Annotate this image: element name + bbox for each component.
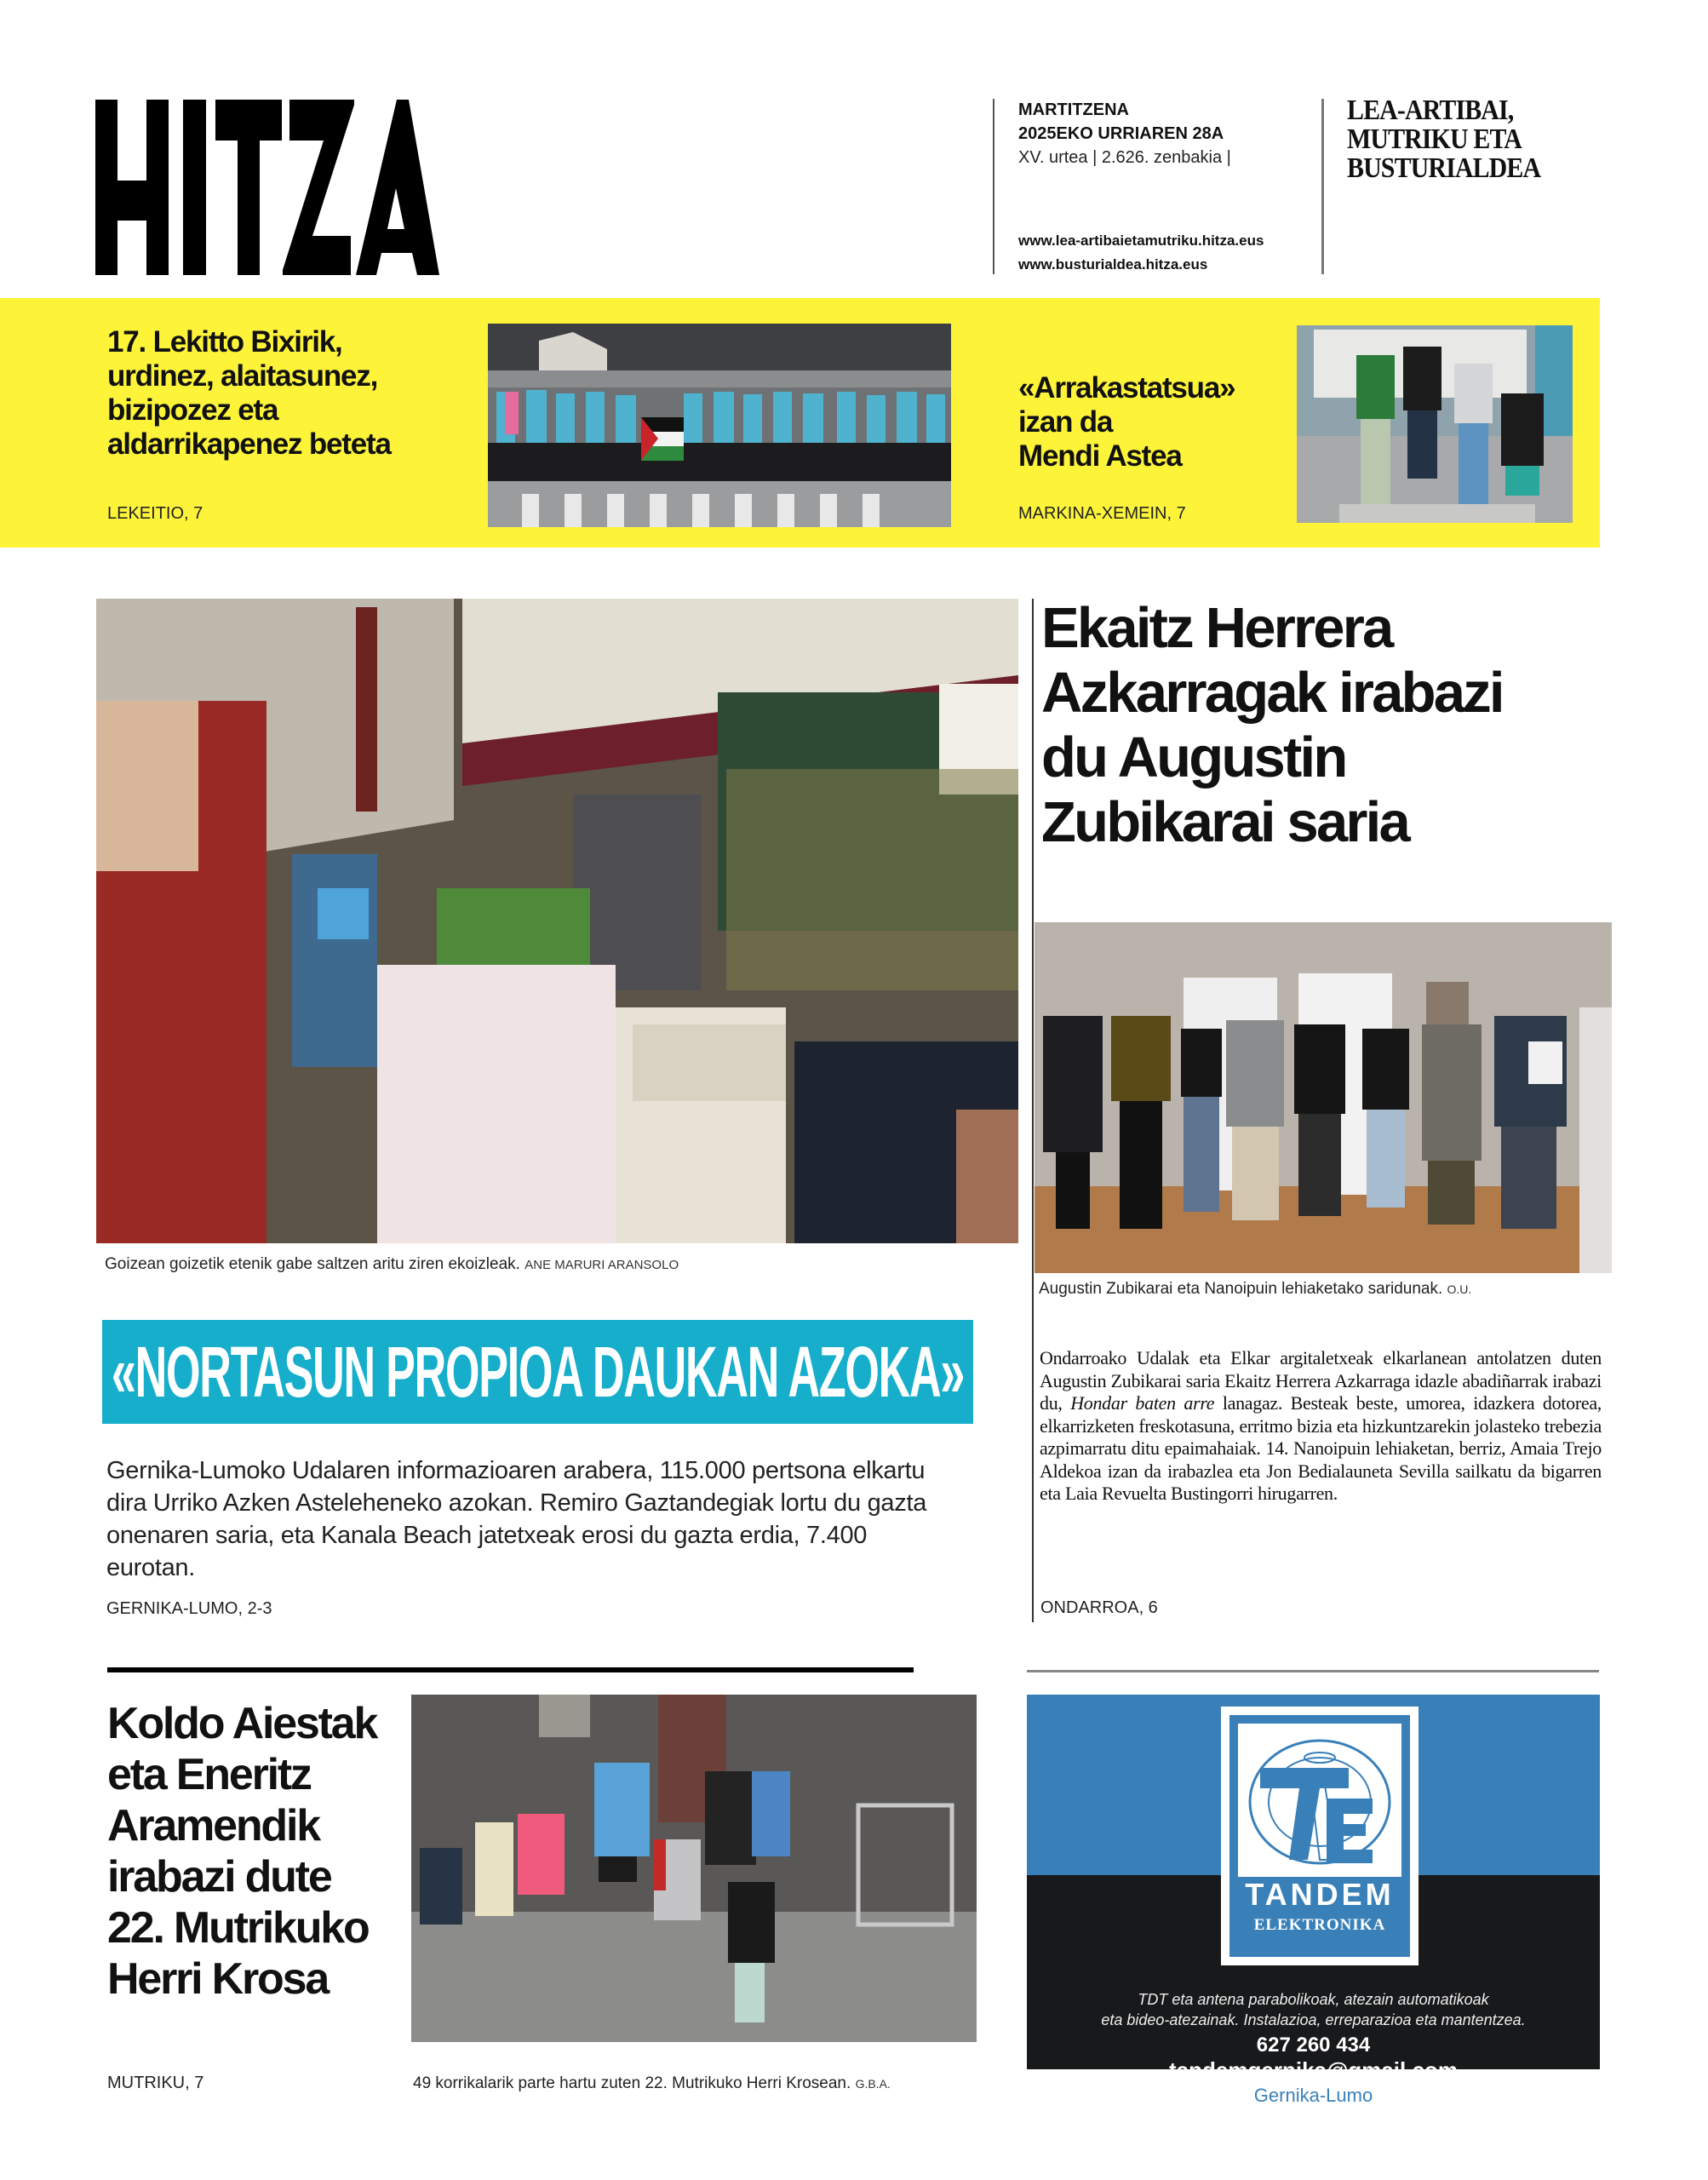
edition-region bbox=[1347, 96, 1572, 183]
ad-city: Gernika-Lumo bbox=[1253, 2085, 1373, 2106]
photo-runners-crowd bbox=[488, 324, 951, 527]
article-headline[interactable] bbox=[107, 1698, 397, 2005]
ad-description-line: TDT eta antena parabolikoak, atezain automatikoak bbox=[1138, 1991, 1489, 2008]
headline-line: aldarrikapenez beteta bbox=[107, 427, 391, 461]
header-day: MARTITZENA bbox=[1018, 100, 1129, 119]
headline-line: Ekaitz Herrera bbox=[1041, 596, 1392, 660]
article-headline[interactable] bbox=[1041, 596, 1620, 855]
quote-text: «NORTASUN PROPIOA DAUKAN AZOKA» bbox=[111, 1332, 965, 1412]
teaser-page-ref: MARKINA-XEMEIN, 7 bbox=[1018, 504, 1186, 523]
headline-line: urdinez, alaitasunez, bbox=[107, 359, 378, 393]
caption-text: Augustin Zubikarai eta Nanoipuin lehiaketako saridunak. bbox=[1039, 1280, 1443, 1298]
headline-line: 17. Lekitto Bixirik, bbox=[107, 325, 342, 359]
caption-text: 49 korrikalarik parte hartu zuten 22. Mutrikuko Herri Krosean. bbox=[413, 2074, 851, 2092]
photo-credit: G.B.A. bbox=[855, 2077, 891, 2091]
body-text: lanagaz. Besteak beste, umorea, idazkera dotorea, elkarrizketen freskotasuna, erritmo bizia eta hizkuntzarekin jolasteko trebezia azpimarratu ditu epaimahaiak. 14. Nanoipuin lehiaketan, berriz, Amaia Trejo Aldekoa izan da irabazlea eta Jon Bedialauneta Sevilla sailkatu da bigarren eta Laia Revuelta Bustingorri hirugarren. bbox=[1040, 1392, 1602, 1504]
ad-phone[interactable]: 627 260 434 bbox=[1256, 2034, 1371, 2057]
edition-region-line: BUSTURIALDEA bbox=[1347, 152, 1541, 184]
article-body bbox=[1040, 1347, 1602, 1506]
photo-award-winners bbox=[1035, 922, 1612, 1273]
ad-brand-sub: ELEKTRONIKA bbox=[1253, 1916, 1386, 1934]
teaser-headline-lekeitio[interactable] bbox=[107, 325, 482, 462]
ad-description-line: eta bideo-atezainak. Instalazioa, erreparazioa eta mantentzea. bbox=[1101, 2011, 1526, 2028]
article-page-ref: MUTRIKU, 7 bbox=[107, 2074, 204, 2092]
headline-line: Azkarragak irabazi bbox=[1041, 661, 1503, 725]
article-body: Gernika-Lumoko Udalaren informazioaren arabera, 115.000 pertsona elkartu dira Urriko Azken Asteleheneko azokan. Remiro Gaztandegiak lortu du gazta onenaren saria, eta Kanala Beach jatetxeak erosi du gazta erdia, 7.400 eurotan. bbox=[106, 1457, 927, 1581]
photo-credit: ANE MARURI ARANSOLO bbox=[524, 1258, 679, 1272]
ad-brand-name: TANDEM bbox=[1245, 1877, 1395, 1912]
header-divider bbox=[1321, 99, 1324, 274]
section-rule bbox=[1027, 1670, 1599, 1672]
ad-description bbox=[1027, 1989, 1600, 2030]
headline-line: «Arrakastatsua» bbox=[1018, 371, 1235, 404]
caption-text: Goizean goizetik etenik gabe saltzen aritu ziren ekoizleak. bbox=[105, 1255, 520, 1273]
headline-line: Mendi Astea bbox=[1018, 439, 1182, 473]
website-link-lea-artibai[interactable]: www.lea-artibaietamutriku.hitza.eus bbox=[1018, 232, 1264, 249]
section-rule bbox=[107, 1667, 914, 1672]
teaser-page-ref: LEKEITIO, 7 bbox=[107, 504, 203, 523]
tandem-logo-panel bbox=[1229, 1715, 1410, 1957]
headline-line: Aramendik bbox=[107, 1801, 319, 1850]
headline-line: izan da bbox=[1018, 405, 1113, 439]
headline-line: Zubikarai saria bbox=[1041, 790, 1408, 854]
headline-line: bizipozez eta bbox=[107, 393, 278, 427]
article-page-ref: ONDARROA, 6 bbox=[1040, 1598, 1158, 1617]
headline-line: Koldo Aiestak bbox=[107, 1699, 377, 1748]
photo-caption bbox=[105, 1255, 679, 1274]
headline-line: 22. Mutrikuko bbox=[107, 1903, 369, 1953]
ad-email[interactable]: tandemgernika@gmail.com bbox=[1169, 2057, 1458, 2083]
teaser-headline-mendi-astea[interactable] bbox=[1018, 371, 1274, 473]
headline-line: Herri Krosa bbox=[107, 1954, 329, 2004]
photo-caption bbox=[1039, 1280, 1471, 1299]
hitza-logo bbox=[95, 100, 439, 277]
photo-cross-runners bbox=[411, 1695, 977, 2042]
tandem-logo bbox=[1221, 1707, 1419, 1965]
header-issue: XV. urtea | 2.626. zenbakia | bbox=[1018, 148, 1231, 167]
header-date: 2025EKO URRIAREN 28A bbox=[1018, 124, 1224, 143]
edition-region-line: LEA-ARTIBAI, bbox=[1347, 95, 1514, 126]
website-link-busturialdea[interactable]: www.busturialdea.hitza.eus bbox=[1018, 256, 1208, 272]
quote-banner bbox=[102, 1320, 973, 1424]
advertisement-tandem[interactable] bbox=[1027, 1695, 1600, 2106]
column-divider bbox=[1032, 599, 1034, 1622]
photo-caption bbox=[413, 2074, 891, 2093]
header-divider bbox=[993, 99, 994, 274]
headline-line: du Augustin bbox=[1041, 726, 1346, 789]
edition-region-line: MUTRIKU ETA bbox=[1347, 123, 1522, 155]
headline-line: eta Eneritz bbox=[107, 1750, 311, 1799]
body-text: Ondarroako Udalak eta Elkar argitaletxeak elkarlanean antolatzen duten Augustin Zubikarai saria Ekaitz Herrera Azkarraga idazle abadiñarrak irabazi du, bbox=[1040, 1347, 1602, 1414]
photo-market-stall bbox=[96, 599, 1018, 1243]
antenna-tower-icon bbox=[1238, 1724, 1401, 1877]
photo-podium bbox=[1297, 325, 1573, 523]
headline-line: irabazi dute bbox=[107, 1852, 331, 1902]
article-page-ref: GERNIKA-LUMO, 2-3 bbox=[106, 1599, 272, 1618]
book-title: Hondar baten arre bbox=[1070, 1392, 1215, 1414]
photo-credit: O.U. bbox=[1447, 1282, 1472, 1296]
